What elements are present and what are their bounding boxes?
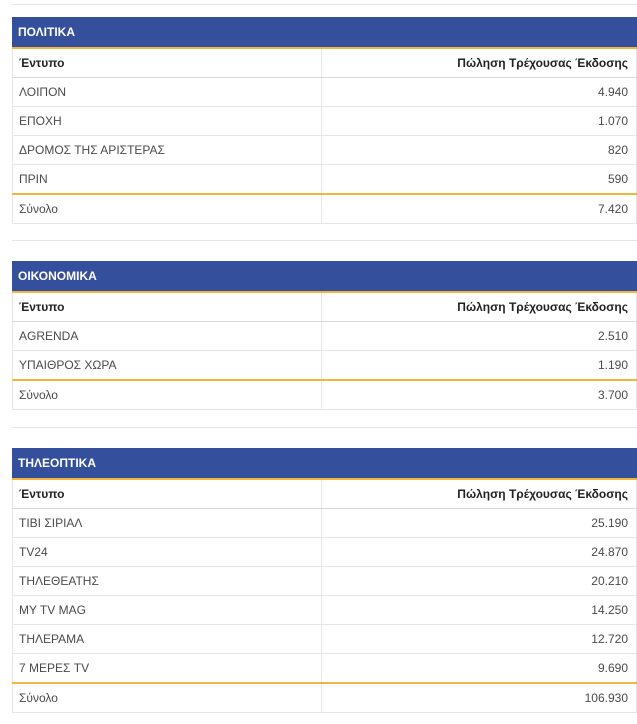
publication-name: ΤΗΛΕΡΑΜΑ — [13, 625, 322, 654]
publication-name: ΤΙΒΙ ΣΙΡΙΑΛ — [13, 509, 322, 538]
publication-name: ΛΟΙΠΟΝ — [13, 78, 322, 107]
publication-name: MY TV MAG — [13, 596, 322, 625]
sales-table — [12, 480, 637, 713]
sales-value: 820 — [322, 136, 637, 165]
table-row — [13, 136, 637, 165]
total-value: 3.700 — [322, 380, 637, 410]
sales-value: 590 — [322, 165, 637, 195]
table-row — [13, 596, 637, 625]
total-label: Σύνολο — [13, 380, 322, 410]
publication-name: ΤΗΛΕΘΕΑΤΗΣ — [13, 567, 322, 596]
sales-value: 20.210 — [322, 567, 637, 596]
table-row — [13, 322, 637, 351]
table-row — [13, 538, 637, 567]
total-value: 7.420 — [322, 194, 637, 224]
table-row — [13, 107, 637, 136]
top-divider — [12, 4, 637, 5]
sales-value: 2.510 — [322, 322, 637, 351]
table-row — [13, 654, 637, 684]
section-title: ΤΗΛΕΟΠΤΙΚΑ — [12, 448, 637, 480]
publication-name: ΔΡΟΜΟΣ ΤΗΣ ΑΡΙΣΤΕΡΑΣ — [13, 136, 322, 165]
sales-value: 1.070 — [322, 107, 637, 136]
column-header-sales: Πώληση Τρέχουσας Έκδοσης — [322, 293, 637, 322]
publication-name: ΠΡΙΝ — [13, 165, 322, 195]
sales-value: 25.190 — [322, 509, 637, 538]
sales-value: 12.720 — [322, 625, 637, 654]
column-header-publication: Έντυπο — [13, 480, 322, 509]
sales-value: 1.190 — [322, 351, 637, 381]
section-title: ΟΙΚΟΝΟΜΙΚΑ — [12, 261, 637, 293]
total-label: Σύνολο — [13, 683, 322, 713]
publication-name: ΥΠΑΙΘΡΟΣ ΧΩΡΑ — [13, 351, 322, 381]
total-value: 106.930 — [322, 683, 637, 713]
total-label: Σύνολο — [13, 194, 322, 224]
table-row — [13, 625, 637, 654]
publication-name: ΕΠΟΧΗ — [13, 107, 322, 136]
section-divider — [12, 240, 637, 241]
sales-table — [12, 49, 637, 224]
publication-name: TV24 — [13, 538, 322, 567]
section-divider — [12, 427, 637, 428]
sales-table — [12, 293, 637, 410]
sales-value: 9.690 — [322, 654, 637, 684]
table-row — [13, 509, 637, 538]
column-header-sales: Πώληση Τρέχουσας Έκδοσης — [322, 480, 637, 509]
column-header-publication: Έντυπο — [13, 293, 322, 322]
publication-name: AGRENDA — [13, 322, 322, 351]
total-row — [13, 194, 637, 224]
section-title: ΠΟΛΙΤΙΚΑ — [12, 17, 637, 49]
sales-value: 14.250 — [322, 596, 637, 625]
table-row — [13, 567, 637, 596]
sales-value: 4.940 — [322, 78, 637, 107]
section-politika — [12, 17, 637, 224]
table-header-row — [13, 49, 637, 78]
table-row — [13, 351, 637, 381]
column-header-sales: Πώληση Τρέχουσας Έκδοσης — [322, 49, 637, 78]
total-row — [13, 683, 637, 713]
table-header-row — [13, 293, 637, 322]
table-row — [13, 78, 637, 107]
column-header-publication: Έντυπο — [13, 49, 322, 78]
section-tileoptika — [12, 448, 637, 713]
publication-name: 7 ΜΕΡΕΣ TV — [13, 654, 322, 684]
sales-value: 24.870 — [322, 538, 637, 567]
table-header-row — [13, 480, 637, 509]
section-oikonomika — [12, 261, 637, 410]
table-row — [13, 165, 637, 195]
total-row — [13, 380, 637, 410]
